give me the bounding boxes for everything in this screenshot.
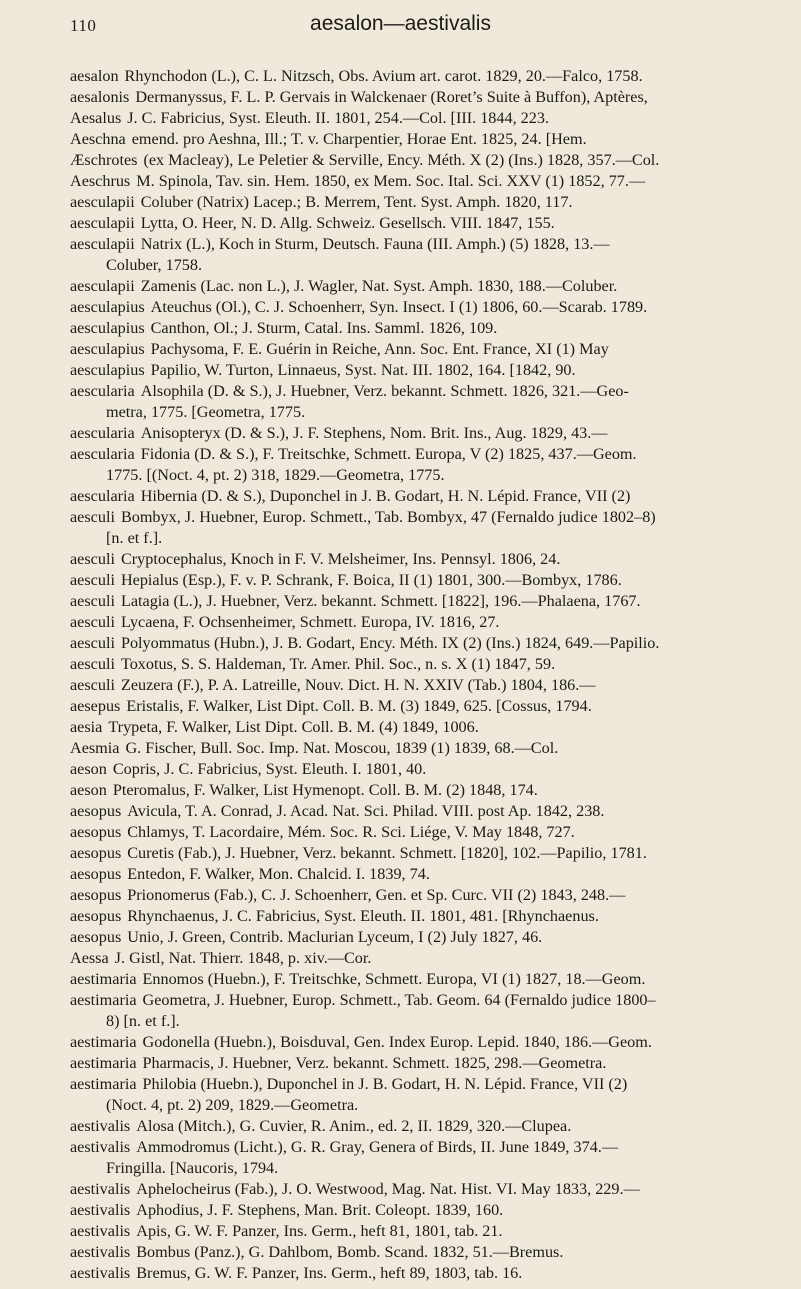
dictionary-entry [70, 1116, 782, 1137]
entry-text: Canthon, Ol.; J. Sturm, Catal. Ins. Samml. 1826, 109. [150, 319, 498, 337]
entry-text: Anisopteryx (D. & S.), J. F. Stephens, Nom. Brit. Ins., Aug. 1829, 43.— [140, 424, 608, 442]
entry-word: aesopus [70, 886, 122, 904]
entry-text: Zamenis (Lac. non L.), J. Wagler, Nat. Syst. Amph. 1830, 188.—Coluber. [140, 277, 618, 295]
entry-word: aesalonis [70, 88, 130, 106]
entry-text: Eristalis, F. Walker, List Dipt. Coll. B. M. (3) 1849, 625. [Cossus, 1794. [126, 697, 592, 715]
dictionary-entry [70, 318, 782, 339]
dictionary-entry [70, 486, 782, 507]
dictionary-entry [70, 570, 782, 591]
entry-text: (ex Macleay), Le Peletier & Serville, Ency. Méth. X (2) (Ins.) 1828, 357.—Col. [143, 151, 660, 169]
entry-text: J. C. Fabricius, Syst. Eleuth. II. 1801, 254.—Col. [III. 1844, 223. [127, 109, 550, 127]
dictionary-entry [70, 990, 782, 1032]
dictionary-entry [70, 339, 782, 360]
entry-word: aesculi [70, 508, 115, 526]
dictionary-entry [70, 717, 782, 738]
entry-text: G. Fischer, Bull. Soc. Imp. Nat. Moscou, 1839 (1) 1839, 68.—Col. [125, 739, 559, 757]
entry-continuation: 8) [n. et f.]. [106, 1012, 180, 1030]
entry-word: aestimaria [70, 1075, 137, 1093]
entry-word: aesculi [70, 634, 115, 652]
entry-word: Aesalus [70, 109, 122, 127]
dictionary-entry [70, 297, 782, 318]
entry-text: emend. pro Aeshna, Ill.; T. v. Charpentier, Horae Ent. 1825, 24. [Hem. [131, 130, 587, 148]
dictionary-entry [70, 864, 782, 885]
entry-word: Æschrotes [70, 151, 138, 169]
entry-word: aesopus [70, 928, 122, 946]
entry-text: Bombyx, J. Huebner, Europ. Schmett., Tab. Bombyx, 47 (Fernaldo judice 1802–8) [120, 508, 656, 526]
entry-word: aestivalis [70, 1243, 131, 1261]
entry-text: Entedon, F. Walker, Mon. Chalcid. I. 1839, 74. [127, 865, 430, 883]
dictionary-entry [70, 213, 782, 234]
entry-continuation: metra, 1775. [Geometra, 1775. [106, 403, 306, 421]
dictionary-entry [70, 381, 782, 423]
entry-text: Dermanyssus, F. L. P. Gervais in Walckenaer (Roret’s Suite à Buffon), Aptères, [135, 88, 648, 106]
entry-text: Rhynchodon (L.), C. L. Nitzsch, Obs. Avium art. carot. 1829, 20.—Falco, 1758. [124, 67, 643, 85]
entry-word: aeson [70, 781, 107, 799]
entry-word: aestivalis [70, 1222, 131, 1240]
entry-text: Toxotus, S. S. Haldeman, Tr. Amer. Phil. Soc., n. s. X (1) 1847, 59. [120, 655, 556, 673]
entry-text: Godonella (Huebn.), Boisduval, Gen. Index Europ. Lepid. 1840, 186.—Geom. [142, 1033, 652, 1051]
dictionary-entry [70, 1053, 782, 1074]
entry-word: Aeschna [70, 130, 126, 148]
entry-word: aestimaria [70, 1033, 137, 1051]
entry-text: Apis, G. W. F. Panzer, Ins. Germ., heft 81, 1801, tab. 21. [136, 1222, 503, 1240]
entry-word: aestimaria [70, 1054, 137, 1072]
entry-text: M. Spinola, Tav. sin. Hem. 1850, ex Mem. Soc. Ital. Sci. XXV (1) 1852, 77.— [136, 172, 646, 190]
entry-continuation: 1775. [(Noct. 4, pt. 2) 318, 1829.—Geometra, 1775. [106, 466, 445, 484]
entry-continuation: [n. et f.]. [106, 529, 163, 547]
dictionary-entry [70, 87, 782, 108]
entry-text: Ennomos (Huebn.), F. Treitschke, Schmett. Europa, VI (1) 1827, 18.—Geom. [142, 970, 646, 988]
dictionary-entry [70, 1074, 782, 1116]
dictionary-entry [70, 738, 782, 759]
entry-word: aesopus [70, 865, 122, 883]
entry-text: Zeuzera (F.), P. A. Latreille, Nouv. Dict. H. N. XXIV (Tab.) 1804, 186.— [120, 676, 596, 694]
entry-word: aestivalis [70, 1180, 131, 1198]
dictionary-entry [70, 1179, 782, 1200]
dictionary-entry [70, 1032, 782, 1053]
entry-text: Chlamys, T. Lacordaire, Mém. Soc. R. Sci. Liége, V. May 1848, 727. [127, 823, 575, 841]
dictionary-entry [70, 822, 782, 843]
entry-word: aestimaria [70, 970, 137, 988]
dictionary-entry [70, 129, 782, 150]
entry-word: aesculi [70, 592, 115, 610]
entry-word: aesculapius [70, 361, 145, 379]
entry-continuation: (Noct. 4, pt. 2) 209, 1829.—Geometra. [106, 1096, 359, 1114]
entry-word: aestivalis [70, 1264, 131, 1282]
entry-word: aesculi [70, 676, 115, 694]
entry-continuation: Fringilla. [Naucoris, 1794. [106, 1159, 279, 1177]
entry-word: aesculapii [70, 235, 135, 253]
dictionary-entry [70, 276, 782, 297]
dictionary-entry [70, 507, 782, 549]
entry-word: aesculi [70, 550, 115, 568]
page-number: 110 [70, 16, 97, 35]
dictionary-entry [70, 591, 782, 612]
entry-text: Latagia (L.), J. Huebner, Verz. bekannt. Schmett. [1822], 196.—Phalaena, 1767. [120, 592, 641, 610]
entry-continuation: Coluber, 1758. [106, 256, 203, 274]
entry-word: Aeschrus [70, 172, 131, 190]
entry-text: Prionomerus (Fab.), C. J. Schoenherr, Gen. et Sp. Curc. VII (2) 1843, 248.— [127, 886, 626, 904]
entry-text: Philobia (Huebn.), Duponchel in J. B. Godart, H. N. Lépid. France, VII (2) [142, 1075, 628, 1093]
entry-word: aestivalis [70, 1138, 131, 1156]
entry-text: Polyommatus (Hubn.), J. B. Godart, Ency. Méth. IX (2) (Ins.) 1824, 649.—Papilio. [120, 634, 660, 652]
dictionary-entry [70, 675, 782, 696]
entry-word: aesculapii [70, 277, 135, 295]
entry-word: aesculapii [70, 193, 135, 211]
entry-text: Geometra, J. Huebner, Europ. Schmett., Tab. Geom. 64 (Fernaldo judice 1800– [142, 991, 656, 1009]
entry-text: Avicula, T. A. Conrad, J. Acad. Nat. Sci. Philad. VIII. post Ap. 1842, 238. [127, 802, 605, 820]
dictionary-entry [70, 423, 782, 444]
entry-list [70, 66, 782, 1284]
entry-text: Hibernia (D. & S.), Duponchel in J. B. Godart, H. N. Lépid. France, VII (2) [140, 487, 631, 505]
entry-text: Papilio, W. Turton, Linnaeus, Syst. Nat. III. 1802, 164. [1842, 90. [150, 361, 576, 379]
dictionary-entry [70, 801, 782, 822]
dictionary-entry [70, 150, 782, 171]
entry-word: aesopus [70, 823, 122, 841]
entry-text: Alsophila (D. & S.), J. Huebner, Verz. bekannt. Schmett. 1826, 321.—Geo- [140, 382, 629, 400]
entry-word: aesculi [70, 571, 115, 589]
entry-word: Aesmia [70, 739, 120, 757]
entry-word: aesculi [70, 655, 115, 673]
dictionary-entry [70, 1263, 782, 1284]
entry-word: aesia [70, 718, 103, 736]
dictionary-entry [70, 759, 782, 780]
entry-word: aestimaria [70, 991, 137, 1009]
entry-word: aesopus [70, 802, 122, 820]
entry-text: Cryptocephalus, Knoch in F. V. Melsheimer, Ins. Pennsyl. 1806, 24. [120, 550, 561, 568]
entry-text: Rhynchaenus, J. C. Fabricius, Syst. Eleuth. II. 1801, 481. [Rhynchaenus. [127, 907, 599, 925]
dictionary-entry [70, 696, 782, 717]
entry-text: Bremus, G. W. F. Panzer, Ins. Germ., heft 89, 1803, tab. 16. [136, 1264, 523, 1282]
entry-word: aesculapius [70, 340, 145, 358]
dictionary-entry [70, 948, 782, 969]
entry-text: Copris, J. C. Fabricius, Syst. Eleuth. I. 1801, 40. [112, 760, 427, 778]
dictionary-entry [70, 780, 782, 801]
dictionary-entry [70, 66, 782, 87]
entry-text: Trypeta, F. Walker, List Dipt. Coll. B. M. (4) 1849, 1006. [108, 718, 479, 736]
entry-word: Aessa [70, 949, 109, 967]
dictionary-entry [70, 1200, 782, 1221]
dictionary-entry [70, 1221, 782, 1242]
entry-text: Fidonia (D. & S.), F. Treitschke, Schmett. Europa, V (2) 1825, 437.—Geom. [140, 445, 637, 463]
dictionary-entry [70, 549, 782, 570]
entry-text: Ammodromus (Licht.), G. R. Gray, Genera of Birds, II. June 1849, 374.— [136, 1138, 619, 1156]
entry-text: Pteromalus, F. Walker, List Hymenopt. Coll. B. M. (2) 1848, 174. [112, 781, 538, 799]
entry-word: aeson [70, 760, 107, 778]
entry-word: aesalon [70, 67, 119, 85]
entry-text: Hepialus (Esp.), F. v. P. Schrank, F. Boica, II (1) 1801, 300.—Bombyx, 1786. [120, 571, 622, 589]
dictionary-entry [70, 192, 782, 213]
entry-text: J. Gistl, Nat. Thierr. 1848, p. xiv.—Cor. [114, 949, 372, 967]
entry-text: Alosa (Mitch.), G. Cuvier, R. Anim., ed. 2, II. 1829, 320.—Clupea. [136, 1117, 572, 1135]
entry-word: aestivalis [70, 1117, 131, 1135]
entry-word: aescularia [70, 382, 135, 400]
dictionary-entry [70, 633, 782, 654]
entry-text: Unio, J. Green, Contrib. Maclurian Lyceum, I (2) July 1827, 46. [127, 928, 543, 946]
dictionary-entry [70, 1242, 782, 1263]
entry-word: aesculapius [70, 319, 145, 337]
entry-word: aestivalis [70, 1201, 131, 1219]
entry-word: aescularia [70, 445, 135, 463]
dictionary-entry [70, 969, 782, 990]
dictionary-entry [70, 927, 782, 948]
entry-text: Coluber (Natrix) Lacep.; B. Merrem, Tent. Syst. Amph. 1820, 117. [140, 193, 573, 211]
entry-word: aescularia [70, 424, 135, 442]
dictionary-entry [70, 1137, 782, 1179]
dictionary-entry [70, 444, 782, 486]
dictionary-entry [70, 234, 782, 276]
entry-text: Aphodius, J. F. Stephens, Man. Brit. Coleopt. 1839, 160. [136, 1201, 504, 1219]
dictionary-entry [70, 654, 782, 675]
dictionary-entry [70, 906, 782, 927]
entry-text: Aphelocheirus (Fab.), J. O. Westwood, Mag. Nat. Hist. VI. May 1833, 229.— [136, 1180, 640, 1198]
entry-word: aesopus [70, 907, 122, 925]
entry-word: aesepus [70, 697, 121, 715]
dictionary-entry [70, 885, 782, 906]
entry-text: Ateuchus (Ol.), C. J. Schoenherr, Syn. Insect. I (1) 1806, 60.—Scarab. 1789. [150, 298, 648, 316]
entry-text: Natrix (L.), Koch in Sturm, Deutsch. Fauna (III. Amph.) (5) 1828, 13.— [140, 235, 610, 253]
entry-text: Lytta, O. Heer, N. D. Allg. Schweiz. Gesellsch. VIII. 1847, 155. [140, 214, 555, 232]
entry-word: aesopus [70, 844, 122, 862]
dictionary-entry [70, 360, 782, 381]
entry-word: aescularia [70, 487, 135, 505]
entry-word: aesculapii [70, 214, 135, 232]
entry-text: Pharmacis, J. Huebner, Verz. bekannt. Schmett. 1825, 298.—Geometra. [142, 1054, 607, 1072]
dictionary-entry [70, 843, 782, 864]
entry-word: aesculapius [70, 298, 145, 316]
entry-text: Lycaena, F. Ochsenheimer, Schmett. Europa, IV. 1816, 27. [120, 613, 500, 631]
entry-text: Pachysoma, F. E. Guérin in Reiche, Ann. Soc. Ent. France, XI (1) May [150, 340, 609, 358]
entry-text: Curetis (Fab.), J. Huebner, Verz. bekannt. Schmett. [1820], 102.—Papilio, 1781. [127, 844, 647, 862]
entry-text: Bombus (Panz.), G. Dahlbom, Bomb. Scand. 1832, 51.—Bremus. [136, 1243, 564, 1261]
dictionary-entry [70, 612, 782, 633]
dictionary-entry [70, 108, 782, 129]
dictionary-entry [70, 171, 782, 192]
running-head: aesalon—aestivalis [310, 12, 491, 35]
entry-word: aesculi [70, 613, 115, 631]
